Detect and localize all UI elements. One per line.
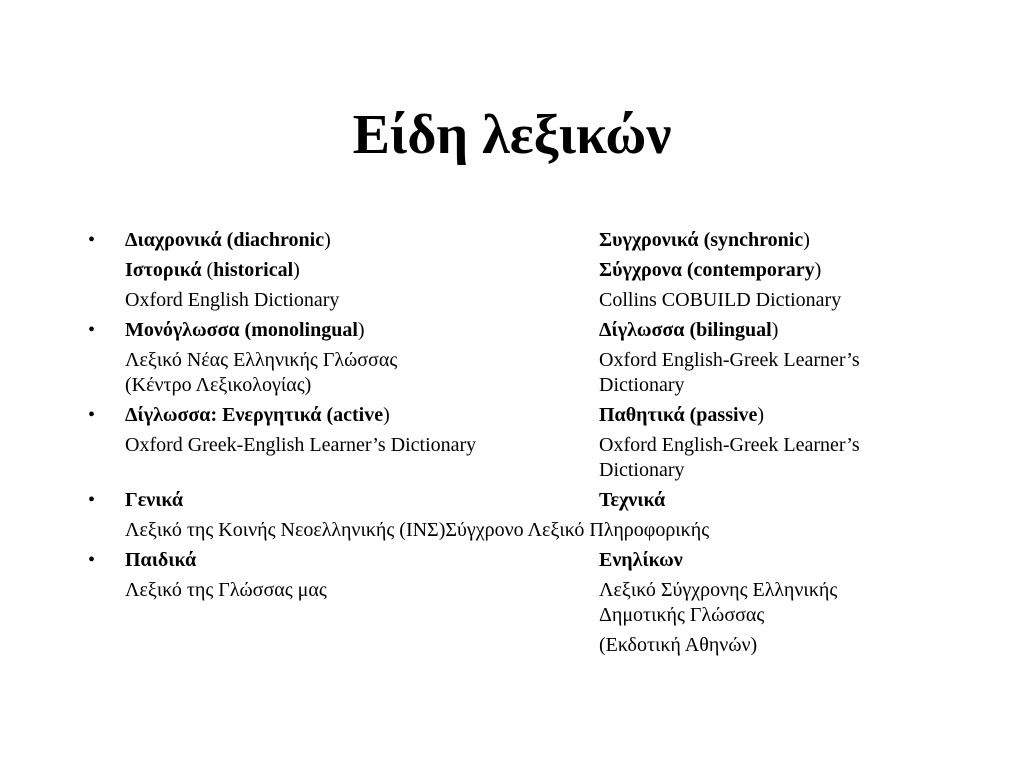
row-5-left-line-2: (Κέντρο Λεξικολογίας) <box>125 374 312 396</box>
row-4-left-greek: Μονόγλωσσα ( <box>125 319 252 341</box>
row-2-right <box>599 258 821 282</box>
row-4-left-paren: ) <box>357 319 365 341</box>
bullet-2: • <box>88 319 96 341</box>
bullet-3: • <box>88 404 96 426</box>
row-2-left-paren: ) <box>293 259 300 281</box>
row-2-left <box>125 258 300 282</box>
row-1-right-greek: Συγχρονικά ( <box>599 229 711 251</box>
row-5-right-line-2: Dictionary <box>599 374 685 396</box>
row-1-left-english: diachronic <box>233 229 325 251</box>
row-6-left-greek: Δίγλωσσα: Ενεργητικά ( <box>125 404 334 426</box>
row-2-right-english: contemporary <box>693 259 815 281</box>
row-1-right <box>599 228 810 252</box>
row-6-right <box>599 403 764 427</box>
row-5-left-line-1: Λεξικό Νέας Ελληνικής Γλώσσας <box>125 349 398 371</box>
row-2-left-greek: Ιστορικά <box>125 259 202 281</box>
row-4-right-greek: Δίγλωσσα ( <box>599 319 697 341</box>
row-6-right-english: passive <box>696 404 758 426</box>
row-8-left: Γενικά <box>125 489 184 511</box>
row-1-right-english: synchronic <box>710 229 804 251</box>
row-8-right: Τεχνικά <box>599 489 666 511</box>
bullet-1: • <box>88 229 96 251</box>
row-1-left <box>125 228 331 252</box>
row-2-right-paren: ) <box>814 259 822 281</box>
row-7-right-line-1: Oxford English-Greek Learner’s <box>599 434 860 456</box>
row-4-left-english: monolingual <box>251 319 358 341</box>
bullet-4: • <box>88 489 96 511</box>
bullet-5: • <box>88 549 96 571</box>
row-6-left-paren: ) <box>383 404 390 426</box>
row-4-right-paren: ) <box>771 319 779 341</box>
row-7-right-line-2: Dictionary <box>599 459 685 481</box>
row-4-right-english: bilingual <box>696 319 772 341</box>
row-4-left <box>125 318 365 342</box>
row-3-left: Oxford English Dictionary <box>125 289 340 311</box>
row-4-right <box>599 318 778 342</box>
row-1-right-paren: ) <box>803 229 810 251</box>
row-6-left-english: active <box>333 404 384 426</box>
row-6-right-paren: ) <box>757 404 765 426</box>
row-2-right-greek: Σύγχρονα ( <box>599 259 694 281</box>
row-1-left-greek: Διαχρονικά ( <box>125 229 234 251</box>
row-11-right-line-3: (Εκδοτική Αθηνών) <box>599 634 758 656</box>
row-2-left-open: ( <box>201 259 214 281</box>
row-6-left <box>125 403 390 427</box>
row-5-right-line-1: Oxford English-Greek Learner’s <box>599 349 860 371</box>
slide-title: Είδη λεξικών <box>352 104 672 166</box>
row-11-left: Λεξικό της Γλώσσας μας <box>125 579 327 601</box>
row-11-right-line-1: Λεξικό Σύγχρονης Ελληνικής <box>599 579 838 601</box>
row-2-left-english: historical <box>213 259 294 281</box>
row-6-right-greek: Παθητικά ( <box>599 404 697 426</box>
row-7-left: Oxford Greek-English Learner’s Dictionary <box>125 434 477 456</box>
row-1-left-paren: ) <box>324 229 331 251</box>
row-3-right: Collins COBUILD Dictionary <box>599 289 842 311</box>
row-11-right-line-2: Δημοτικής Γλώσσας <box>599 604 765 626</box>
row-9-full: Λεξικό της Κοινής Νεοελληνικής (ΙΝΣ)Σύγχρονο Λεξικό Πληροφορικής <box>125 519 710 541</box>
row-10-right: Ενηλίκων <box>599 549 683 571</box>
row-10-left: Παιδικά <box>125 549 197 571</box>
